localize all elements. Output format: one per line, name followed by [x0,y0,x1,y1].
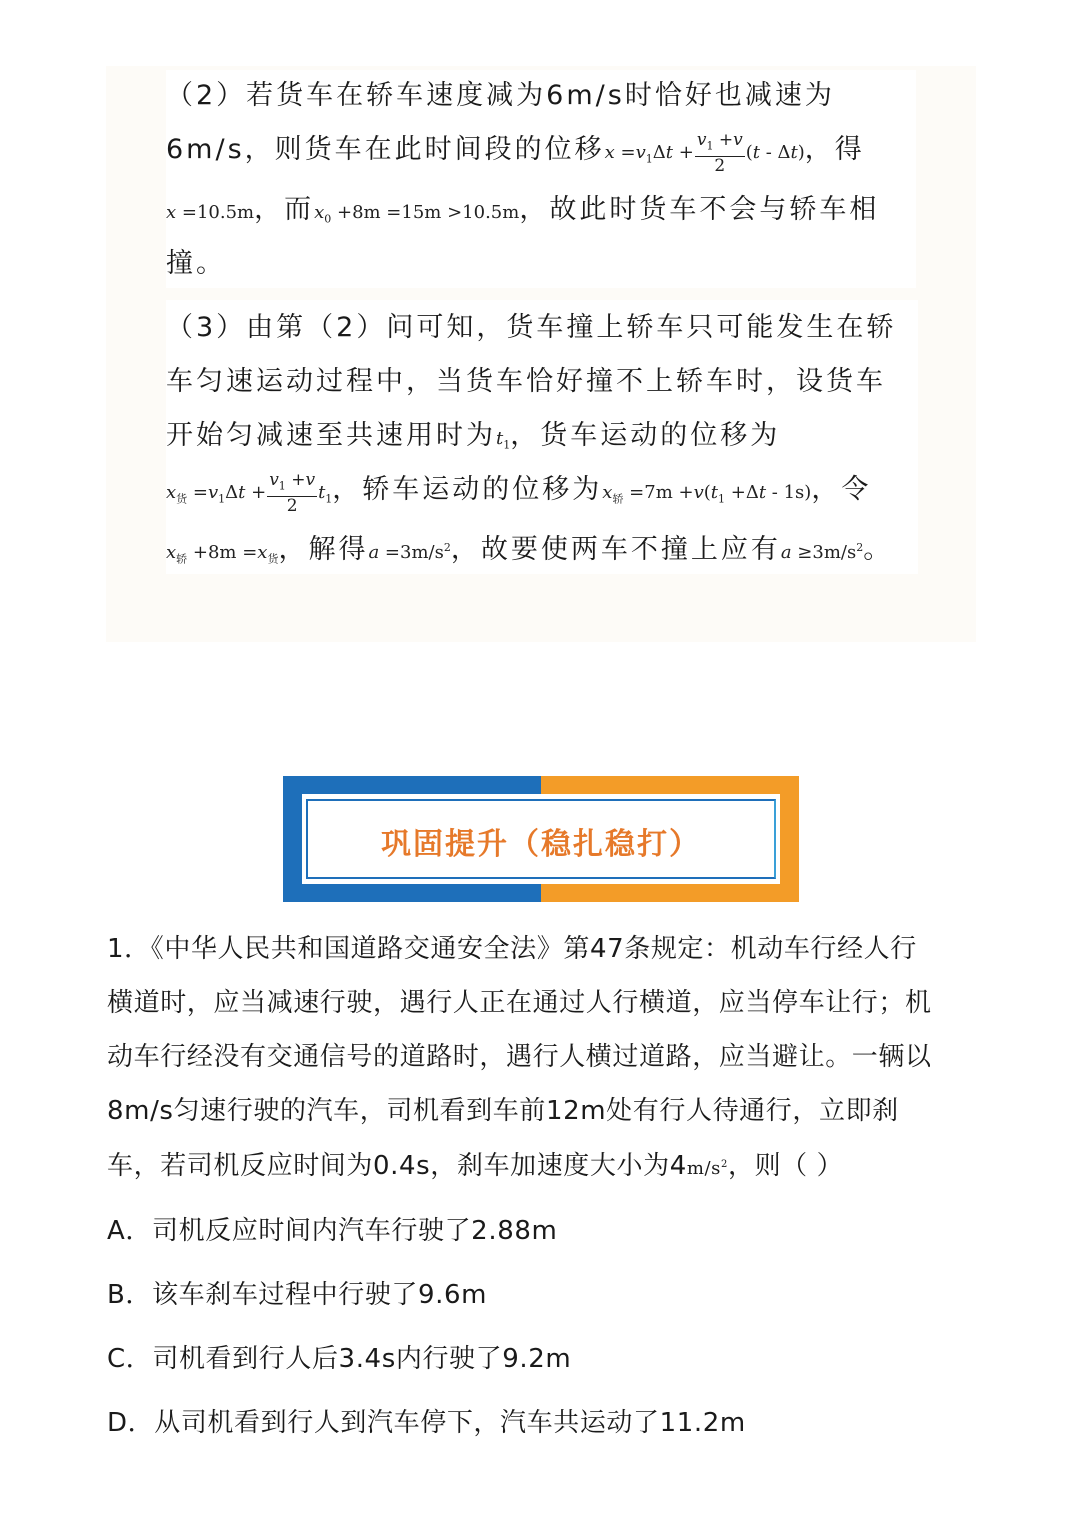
option-b[interactable]: B．该车刹车过程中行驶了9.6m [107,1280,488,1310]
solution-line [166,190,879,230]
solution-text: 6m/s，则货车在此时间段的位移 [166,134,605,165]
solution-text: ，解得 [278,534,369,565]
formula-acceleration-value: $a =3m/s^2$ [368,541,451,563]
question-line: 8m/s匀速行驶的汽车，司机看到车前12m处有行人待通行，立即刹 [107,1096,899,1126]
solution-line [166,130,865,176]
formula-car-motion: $x_轿 =7m +v(t_1 +\Delta t - 1s)$ [602,482,812,506]
section-title: 巩固提升（稳扎稳打） [381,827,701,862]
option-a[interactable]: A．司机反应时间内汽车行驶了2.88m [107,1216,558,1246]
option-d[interactable]: D．从司机看到行人到汽车停下，汽车共运动了11.2m [107,1408,746,1438]
banner-inner [302,794,780,884]
solution-text: 开始匀减速至共速用时为 [166,420,496,451]
question-text: 车，若司机反应时间为0.4s，刹车加速度大小为4 [107,1151,687,1181]
formula-acceleration-condition: $a \ge 3m/s^2$ [780,541,864,563]
formula-truck-motion: $x_货 =v_1\Delta t$ + $\frac{v_1 +v}{2}$ $t_1$ [166,470,333,516]
solution-part-3 [166,300,918,574]
section-banner [283,776,799,902]
solution-text: ，故要使两车不撞上应有 [450,534,781,565]
formula-t1: $t_1$ [496,428,511,452]
solution-text: ，故此时货车不会与轿车相 [519,194,880,225]
solution-text: ，轿车运动的位移为 [332,474,603,505]
option-c[interactable]: C．司机看到行人后3.4s内行驶了9.2m [107,1344,572,1374]
solution-part-2 [166,70,916,288]
solution-line: （3）由第（2）问可知，货车撞上轿车只可能发生在轿 [166,312,897,343]
question-line: 动车行经没有交通信号的道路时，遇行人横过道路，应当避让。一辆以 [107,1042,932,1072]
question-line: 横道时，应当减速行驶，遇行人正在通过人行横道，应当停车让行；机 [107,988,932,1018]
solution-text: ，货车运动的位移为 [510,420,781,451]
solution-text: 。 [863,534,894,565]
solution-line: 撞。 [166,248,226,279]
acceleration-unit: $m/s^2$ [686,1158,728,1179]
formula-distance-compare: $x_0 +8m =15m >10.5m$ [314,202,520,226]
solution-text: ，而 [254,194,315,225]
formula-x-value: x =10.5m [166,202,255,223]
solution-text: ，令 [811,474,872,505]
solution-line: 车匀速运动过程中，当货车恰好撞不上轿车时，设货车 [166,366,886,397]
solution-line [166,470,872,516]
solution-line [166,528,893,568]
solution-line [166,416,780,456]
question-line [107,1145,843,1185]
formula-condition: $x_轿 +8m =x_货$ [166,542,279,566]
solution-text: ，得 [804,134,865,165]
solution-line: （2）若货车在轿车速度减为6m/s时恰好也减速为 [166,80,835,111]
question-text: ，则（ ） [727,1151,844,1181]
question-line: 1．《中华人民共和国道路交通安全法》第47条规定：机动车行经人行 [107,934,917,964]
formula-truck-displacement: $x =v_1\Delta t$ + $\frac{v_1 +v}{2}$ (t - Δt) [604,130,805,176]
